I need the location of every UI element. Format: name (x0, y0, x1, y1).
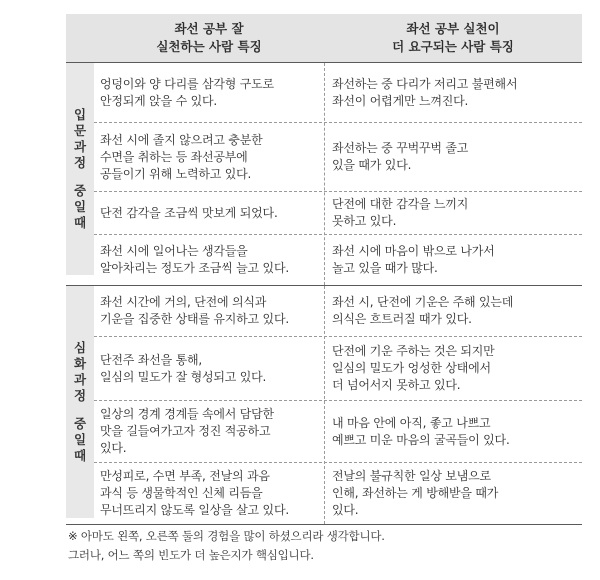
table-cell: 내 마음 안에 아직, 좋고 나쁘고 예쁘고 미운 마음의 굴곡들이 있다. (332, 415, 510, 447)
footnote: ※ 아마도 왼쪽, 오른쪽 둘의 경험을 많이 하셨으리라 생각합니다. 그러나, 어느 쪽의 빈도가 더 높은지가 핵심입니다. (68, 529, 385, 562)
table-cell: 일상의 경계 경계들 속에서 담담한 맛을 길들여가고자 정진 적공하고 있다. (100, 407, 274, 455)
table-cell: 엉덩이와 양 다리를 삼각형 구도로 안정되게 앉을 수 있다. (100, 76, 274, 108)
table-cell: 전날의 불규칙한 일상 보냄으로 인해, 좌선하는 게 방해받을 때가 있다. (332, 469, 499, 517)
section-label-intro: 입 문 과 정 중 일 때 (66, 63, 94, 275)
table-cell: 좌선 시에 일어나는 생각들을 알아차리는 정도가 조금씩 늘고 있다. (100, 244, 289, 275)
table-cell: 단전 감각을 조금씩 맛보게 되었다. (100, 205, 278, 220)
table-cell: 단전에 대한 감각을 느끼지 못하고 있다. (332, 197, 469, 228)
table-cell: 좌선하는 중 다리가 저리고 불편해서 좌선이 어렵게만 느껴진다. (332, 76, 518, 108)
header-needs-practice: 좌선 공부 실천이 더 요구되는 사람 특징 (324, 14, 582, 62)
header-good-practice: 좌선 공부 잘 실천하는 사람 특징 (94, 14, 324, 62)
column-divider (324, 63, 325, 285)
table-cell: 좌선 시에 마음이 밖으로 나가서 놀고 있을 때가 많다. (332, 244, 495, 275)
table-cell: 만성피로, 수면 부족, 전날의 과음 과식 등 생물학적인 신체 리듬을 무너뜨리지 않도록 일상을 살고 있다. (100, 469, 289, 517)
header-corner (66, 14, 94, 62)
column-divider (324, 286, 325, 524)
table-bottom-border (66, 524, 582, 525)
table-cell: 좌선하는 중 꾸벅꾸벅 졸고 있을 때가 있다. (332, 141, 469, 172)
table-cell: 단전에 기운 주하는 것은 되지만 일심의 밀도가 엉성한 상태에서 더 넘어서지 못하고 있다. (332, 344, 495, 392)
section-label-deepening: 심 화 과 정 중 일 때 (66, 286, 94, 518)
table-cell: 좌선 시, 단전에 기운은 주해 있는데 의식은 흐트러질 때가 있다. (332, 295, 514, 326)
table-cell: 좌선 시에 졸지 않으려고 충분한 수면을 취하는 등 좌선공부에 공들이기 위해 노력하고 있다. (100, 132, 263, 181)
table-cell: 좌선 시간에 거의, 단전에 의식과 기운을 집중한 상태를 유지하고 있다. (100, 295, 289, 326)
table-cell: 단전주 좌선을 통해, 일심의 밀도가 잘 형성되고 있다. (100, 352, 267, 384)
